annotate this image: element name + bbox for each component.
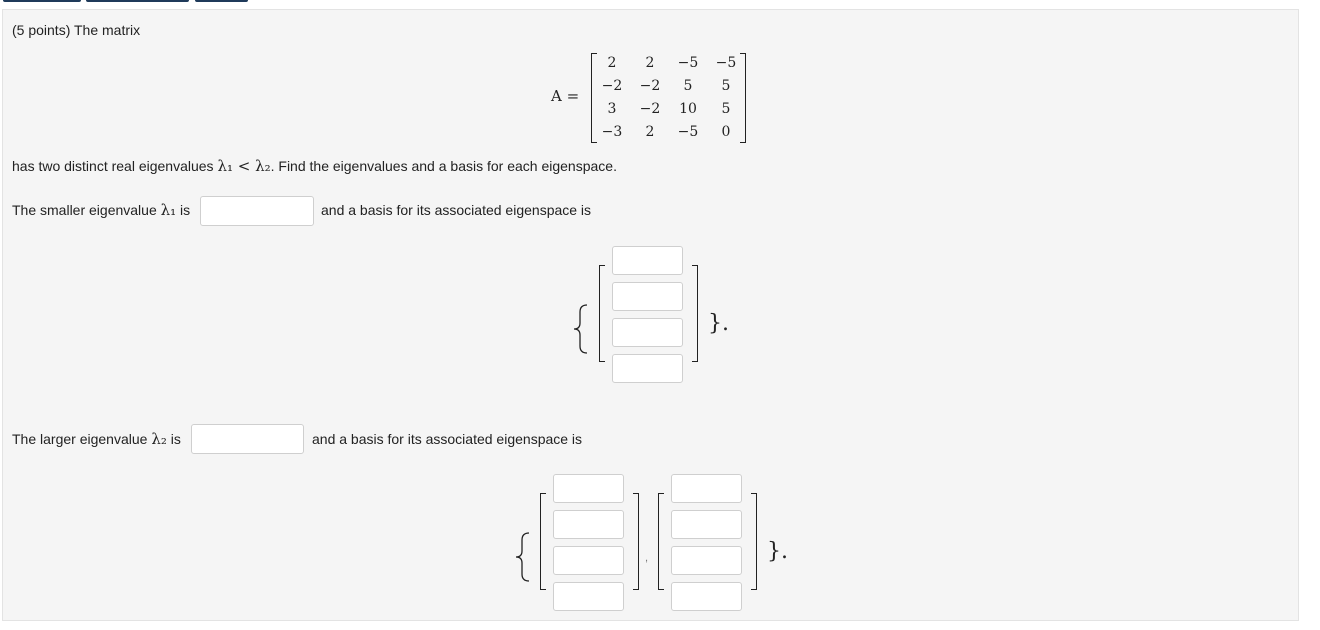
vector-separator: ,	[645, 552, 649, 564]
tab-indicator-2	[86, 0, 189, 2]
part2-closing-brace: }.	[767, 539, 788, 564]
matrix-cell: 0	[721, 124, 731, 140]
matrix-label: A =	[551, 87, 580, 105]
part2-vector2-entry-1[interactable]	[671, 474, 742, 503]
problem-statement	[12, 158, 617, 174]
part1-label-math: λ₁	[160, 201, 177, 219]
part1-vector-entry-4[interactable]	[612, 354, 683, 383]
top-tab-strip	[0, 0, 260, 3]
part2-open-brace-icon	[515, 532, 531, 582]
part1-label-pre: The smaller eigenvalue	[12, 202, 161, 218]
statement-pre: has two distinct real eigenvalues	[12, 158, 218, 174]
part2-vector1-right-bracket	[633, 493, 639, 590]
part2-vector2-entry-2[interactable]	[671, 510, 742, 539]
part2-vector1-left-bracket	[540, 493, 546, 590]
matrix-cell: −2	[639, 78, 661, 94]
smaller-eigenvalue-input[interactable]	[200, 196, 314, 226]
tab-indicator-1	[3, 0, 81, 2]
part2-label-post: is	[166, 431, 181, 447]
matrix-cell: −2	[601, 78, 623, 94]
matrix-cell: 2	[645, 55, 655, 71]
matrix-cell: −5	[715, 55, 737, 71]
part2-vector1-entry-2[interactable]	[553, 510, 624, 539]
part1-closing-brace: }.	[708, 311, 729, 336]
part2-vector2-entry-4[interactable]	[671, 582, 742, 611]
part2-vector2-left-bracket	[658, 493, 664, 590]
part1-vector-entry-2[interactable]	[612, 282, 683, 311]
statement-post: . Find the eigenvalues and a basis for each eigenspace.	[270, 158, 617, 174]
part1-vector-entry-1[interactable]	[612, 246, 683, 275]
part2-vector1-entry-4[interactable]	[553, 582, 624, 611]
part2-label	[12, 431, 181, 447]
matrix-cell: −2	[639, 101, 661, 117]
part1-vector-left-bracket	[599, 265, 605, 362]
part1-vector-entry-3[interactable]	[612, 318, 683, 347]
part2-vector1-entry-1[interactable]	[553, 474, 624, 503]
part2-vector2-right-bracket	[751, 493, 757, 590]
problem-intro: (5 points) The matrix	[12, 22, 141, 38]
matrix-cell: 5	[721, 101, 731, 117]
matrix-cell: 3	[607, 101, 617, 117]
statement-math: λ₁ < λ₂	[217, 157, 271, 175]
part2-vector1-entry-3[interactable]	[553, 546, 624, 575]
part1-basis-text: and a basis for its associated eigenspace is	[321, 202, 592, 218]
matrix-cell: −5	[677, 124, 699, 140]
part2-label-pre: The larger eigenvalue	[12, 431, 152, 447]
part1-label	[12, 202, 190, 218]
matrix-cell: 5	[721, 78, 731, 94]
part2-label-math: λ₂	[151, 430, 167, 448]
matrix-cell: 5	[683, 78, 693, 94]
matrix-cell: 2	[607, 55, 617, 71]
part2-vector2-entry-3[interactable]	[671, 546, 742, 575]
part1-open-brace-icon	[573, 304, 589, 354]
larger-eigenvalue-input[interactable]	[191, 424, 304, 454]
part2-basis-text: and a basis for its associated eigenspace is	[312, 431, 583, 447]
matrix-cell: −3	[601, 124, 623, 140]
tab-indicator-3	[195, 0, 248, 2]
matrix-cell: 10	[679, 101, 697, 117]
part1-label-post: is	[176, 202, 191, 218]
part1-vector-right-bracket	[692, 265, 698, 362]
matrix-cell: −5	[677, 55, 699, 71]
matrix-cell: 2	[645, 124, 655, 140]
